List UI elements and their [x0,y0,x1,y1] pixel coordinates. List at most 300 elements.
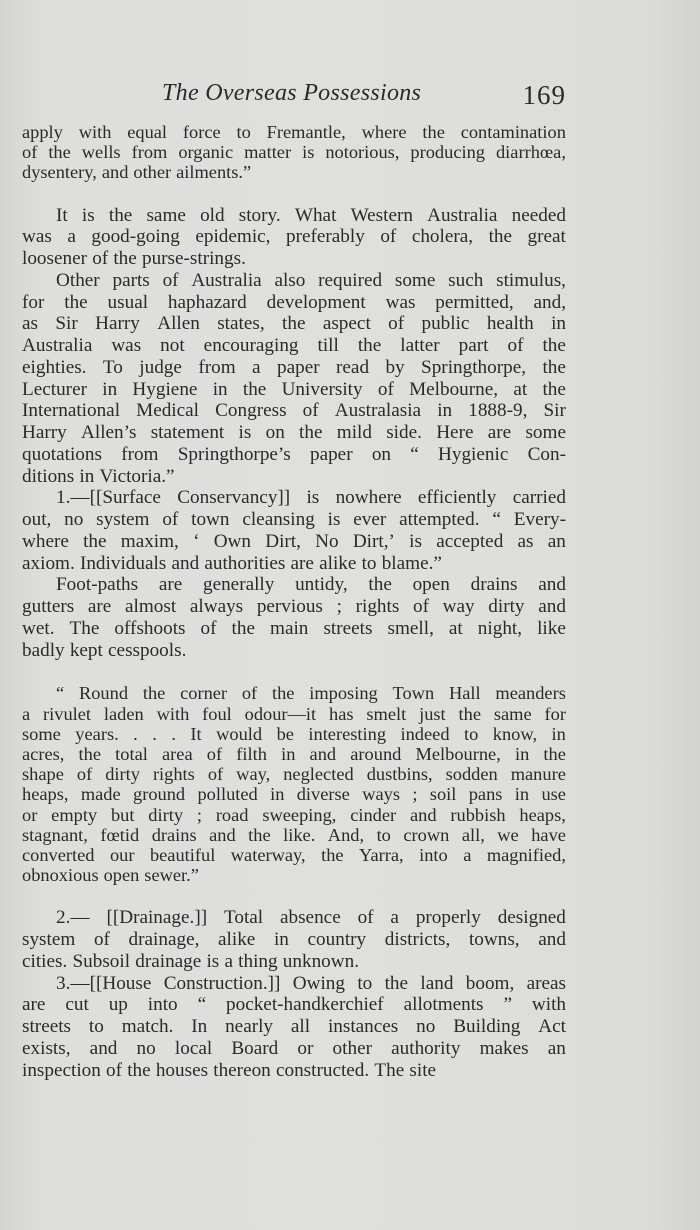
word: of [380,226,397,248]
text-line [22,574,566,596]
word: allotments [403,994,484,1016]
word: in [551,723,566,744]
word: The [374,1059,405,1081]
word: our [109,844,135,865]
word: Hall [448,683,481,704]
text-line [22,531,566,553]
word: but [110,804,135,825]
word: Total [223,907,264,929]
word: Allen’s [81,422,137,444]
word: site [409,1059,437,1081]
word: for [544,703,566,724]
word: Harry [22,422,67,444]
word: Building [453,1016,521,1038]
word: University [281,378,363,400]
word: usual [107,291,149,313]
word: rubbish [450,804,506,825]
text-line [22,825,566,845]
word: properly [415,907,481,929]
word: always [189,596,244,618]
text-line [22,400,566,422]
word: Springthorpe, [421,356,527,378]
word: and [538,929,566,951]
text-line [22,1060,566,1082]
word: What [294,204,337,226]
word: by [385,356,405,378]
paragraph [22,270,566,488]
word: alike [319,552,357,574]
paragraph [22,574,566,661]
word: loosener [22,248,88,270]
word: pervious [256,596,323,618]
word: beautiful [149,844,216,865]
word: in [437,400,453,422]
word: Round [78,683,129,704]
word: the [83,530,107,552]
word: towns, [468,929,520,951]
word: to [236,122,251,142]
word: on [265,422,285,444]
word: judge [139,356,182,378]
page-header [0,80,700,114]
word: of [507,335,524,357]
word: is [327,509,341,531]
word: stimulus, [496,269,566,291]
word: a [252,356,261,378]
word: way, [236,764,271,785]
word: foul [202,703,232,724]
word: authority [391,1037,461,1059]
word: 3.—[[House [56,972,152,994]
word: in [270,784,285,805]
word: system [96,509,150,531]
word: to [376,824,391,845]
word: we [497,824,519,845]
word: from [121,443,159,465]
word: in [514,743,530,764]
word: mild [336,422,372,444]
word: Springthorpe’s [177,443,291,465]
word: contamination [460,122,566,142]
word: town [191,509,230,531]
word: Victoria.” [99,465,175,487]
word: wet. [22,617,55,639]
word: open [103,865,140,886]
word: the [488,226,513,248]
word: magnified, [486,844,566,865]
word: Individuals [79,552,167,574]
text-line [22,1016,566,1038]
text-line [22,704,566,724]
word: generally [202,574,275,596]
word: read [336,356,370,378]
word: and [101,162,129,183]
paragraph [22,487,566,574]
word: smelt [366,703,407,724]
word: streets [323,617,373,639]
paragraph [22,973,566,1082]
word: obnoxious [22,865,99,886]
word: laden [103,703,144,724]
word: International [22,400,121,422]
word: thing [238,950,278,972]
word: soil [429,784,457,805]
word: the [422,122,445,142]
word: the [108,204,133,226]
word: latter [400,335,440,357]
word: same [493,703,532,724]
word: ground [133,784,186,805]
word: unknown. [282,950,359,972]
word: of [76,764,93,785]
word: matter [244,142,292,163]
word: country [307,929,367,951]
word: dysentery, [22,162,97,183]
word: system [22,929,76,951]
word: It [56,204,68,226]
word: not [160,335,185,357]
word: have [531,824,566,845]
word: maxim, [120,530,179,552]
text-line [22,683,566,703]
word: equal [127,122,168,142]
word: an [547,1037,566,1059]
word: makes [479,1037,529,1059]
word: has [329,703,354,724]
word: Australasia [334,400,422,422]
word: is [306,487,320,509]
word: Allen [157,313,200,335]
word: are [158,574,183,596]
word: almost [125,596,177,618]
word: or [22,804,38,825]
word: is [206,950,220,972]
word: blame.” [381,552,442,574]
word: carried [512,487,566,509]
word: No [315,530,339,552]
word: drains [470,574,518,596]
word: shape [22,764,64,785]
word: Con- [527,443,566,465]
word: was [22,226,52,248]
word: meanders [495,683,566,704]
word: crown [403,824,450,845]
word: nowhere [335,487,402,509]
word: to [361,552,377,574]
word: the [231,617,255,639]
word: no [64,509,84,531]
text-line [22,270,566,292]
word: the [271,683,295,704]
word: Harry [95,313,140,335]
word: Dirt, [265,530,301,552]
word: and, [533,291,566,313]
word: apply [22,122,63,142]
word: waterway, [230,844,306,865]
text-line [22,422,566,444]
quoted-paragraph [22,683,566,885]
word: of [93,929,110,951]
word: no [416,1016,436,1038]
word: are [290,552,314,574]
text-line [22,596,566,618]
word: the [542,356,566,378]
text-line [22,1038,566,1060]
word: dustbins, [366,764,433,785]
word: polluted [197,784,258,805]
text-line [22,122,566,142]
word: Melbourne, [415,743,501,764]
word: part [458,335,489,357]
page-body [22,122,566,1081]
word: badly [22,639,65,661]
word: total [115,743,148,764]
word: with [78,122,112,142]
word: notorious, [325,142,400,163]
word: exists, [22,1037,71,1059]
word: cut [65,994,89,1016]
word: attempted. [399,509,480,531]
word: needed [511,204,566,226]
word: was [385,291,416,313]
word: of [22,142,38,163]
word: years. [75,723,119,744]
word: dirty [105,764,140,785]
word: boom, [465,972,515,994]
word: in [514,784,530,805]
word: and [538,574,566,596]
text-line [22,487,566,509]
word: would [216,723,263,744]
word: good-going [91,226,180,248]
word: in [212,378,228,400]
text-line [22,805,566,825]
word: dirty [488,596,525,618]
word: rights [152,764,195,785]
word: aspect [322,313,371,335]
text-line [22,379,566,401]
word: ditions [22,465,75,487]
text-line [22,865,566,885]
text-line [22,226,566,248]
word: the [542,335,566,357]
word: Australia [22,335,93,357]
word: fœtid [100,824,140,845]
word: sweeping, [262,804,337,825]
word: smell, [387,617,434,639]
word: sodden [445,764,498,785]
word: kept [69,639,103,661]
word: local [174,1037,213,1059]
word: the [64,291,88,313]
text-line [22,313,566,335]
word: the [321,844,344,865]
word: of [357,907,374,929]
word: Every- [513,509,566,531]
word: stagnant, [22,824,88,845]
word: area [162,743,193,764]
word: the [48,142,71,163]
text-line [22,951,566,973]
word: in [102,378,118,400]
word: districts, [384,929,451,951]
word: where [361,122,407,142]
word: also [274,269,306,291]
word: of [206,743,223,764]
word: are [87,596,112,618]
word: of [162,269,179,291]
text-line [22,162,566,182]
word: road [215,804,249,825]
word: Melbourne, [409,378,499,400]
word: cesspools. [108,639,187,661]
word: ailments.” [176,162,252,183]
word: instances [327,1016,399,1038]
text-line [22,907,566,929]
word: an [547,530,566,552]
word: Construction.]] [163,972,281,994]
word: on [371,443,392,465]
word: cholera, [411,226,474,248]
text-line [22,973,566,995]
word: areas [526,972,566,994]
word: odour—it [244,703,317,724]
word: is [81,204,95,226]
word: in [79,465,95,487]
word: of [302,400,319,422]
word: In [191,1016,208,1038]
word: night, [477,617,523,639]
word: “ [56,683,65,704]
word: and [410,804,437,825]
word: in [551,313,566,335]
word: dirty [148,804,184,825]
word: some [525,422,566,444]
word: of [162,509,179,531]
text-line [22,335,566,357]
word: statement [150,422,225,444]
word: side. [386,422,422,444]
word: was [111,335,142,357]
word: is [409,530,422,552]
word: story. [238,204,281,226]
quoted-paragraph [22,122,566,183]
word: sewer.” [144,865,199,886]
word: at [448,617,463,639]
word: Owing [292,972,345,994]
word: ” [503,994,512,1016]
word: accepted [436,530,504,552]
word: up [108,994,128,1016]
word: And, [327,824,365,845]
word: of [412,596,429,618]
word: and [89,1037,118,1059]
word: Board [231,1037,279,1059]
word: into [419,844,448,865]
word: Here [436,422,474,444]
text-line [22,553,566,575]
word: the [543,743,566,764]
word: Hygienic [438,443,509,465]
word: ways [362,784,400,805]
word: “ [197,994,207,1016]
word: at [513,378,528,400]
word: like. [283,824,316,845]
word: and [538,596,566,618]
word: made [80,784,121,805]
word: of [92,248,109,270]
word: a [463,844,472,865]
word: other [133,162,172,183]
word: drains [151,824,197,845]
word: a [67,226,76,248]
word: Hygiene [132,378,198,400]
word: around [350,743,402,764]
word: as [517,530,534,552]
text-line [22,764,566,784]
word: Other [56,269,100,291]
word: of [241,683,258,704]
word: quotations [22,443,102,465]
word: Foot-paths [56,574,139,596]
word: Congress [215,400,287,422]
word: organic [178,142,234,163]
word: converted [22,844,95,865]
word: . [171,723,176,744]
word: Australia [191,269,262,291]
word: manure [510,764,566,785]
text-line [22,444,566,466]
word: imposing [309,683,378,704]
word: permitted, [435,291,514,313]
word: the [78,743,101,764]
word: Act [538,1016,566,1038]
word: with [156,703,190,724]
page-number: 169 [522,80,566,110]
word: It [190,723,202,744]
word: cleansing [242,509,315,531]
word: indeed [400,723,450,744]
word: the [542,378,566,400]
word: ‘ [193,530,200,552]
word: out, [22,509,52,531]
word: a [224,950,233,972]
word: of [207,764,224,785]
word: or [297,1037,314,1059]
word: purse-strings. [141,248,246,270]
word: neglected [283,764,354,785]
word: Own [213,530,251,552]
word: same [146,204,186,226]
word: ; [336,596,342,618]
word: the [357,335,382,357]
word: the [242,378,267,400]
word: thereon [213,1059,271,1081]
word: and [171,552,200,574]
word: all [290,1016,311,1038]
word: ; [196,804,202,825]
paragraph [22,907,566,972]
word: . [133,723,138,744]
word: Western [350,204,413,226]
word: health [486,313,534,335]
word: Sir [543,400,566,422]
text-line [22,845,566,865]
word: efficiently [417,487,497,509]
word: 1.—[[Surface [56,487,161,509]
word: ever [353,509,387,531]
word: is [302,142,315,163]
